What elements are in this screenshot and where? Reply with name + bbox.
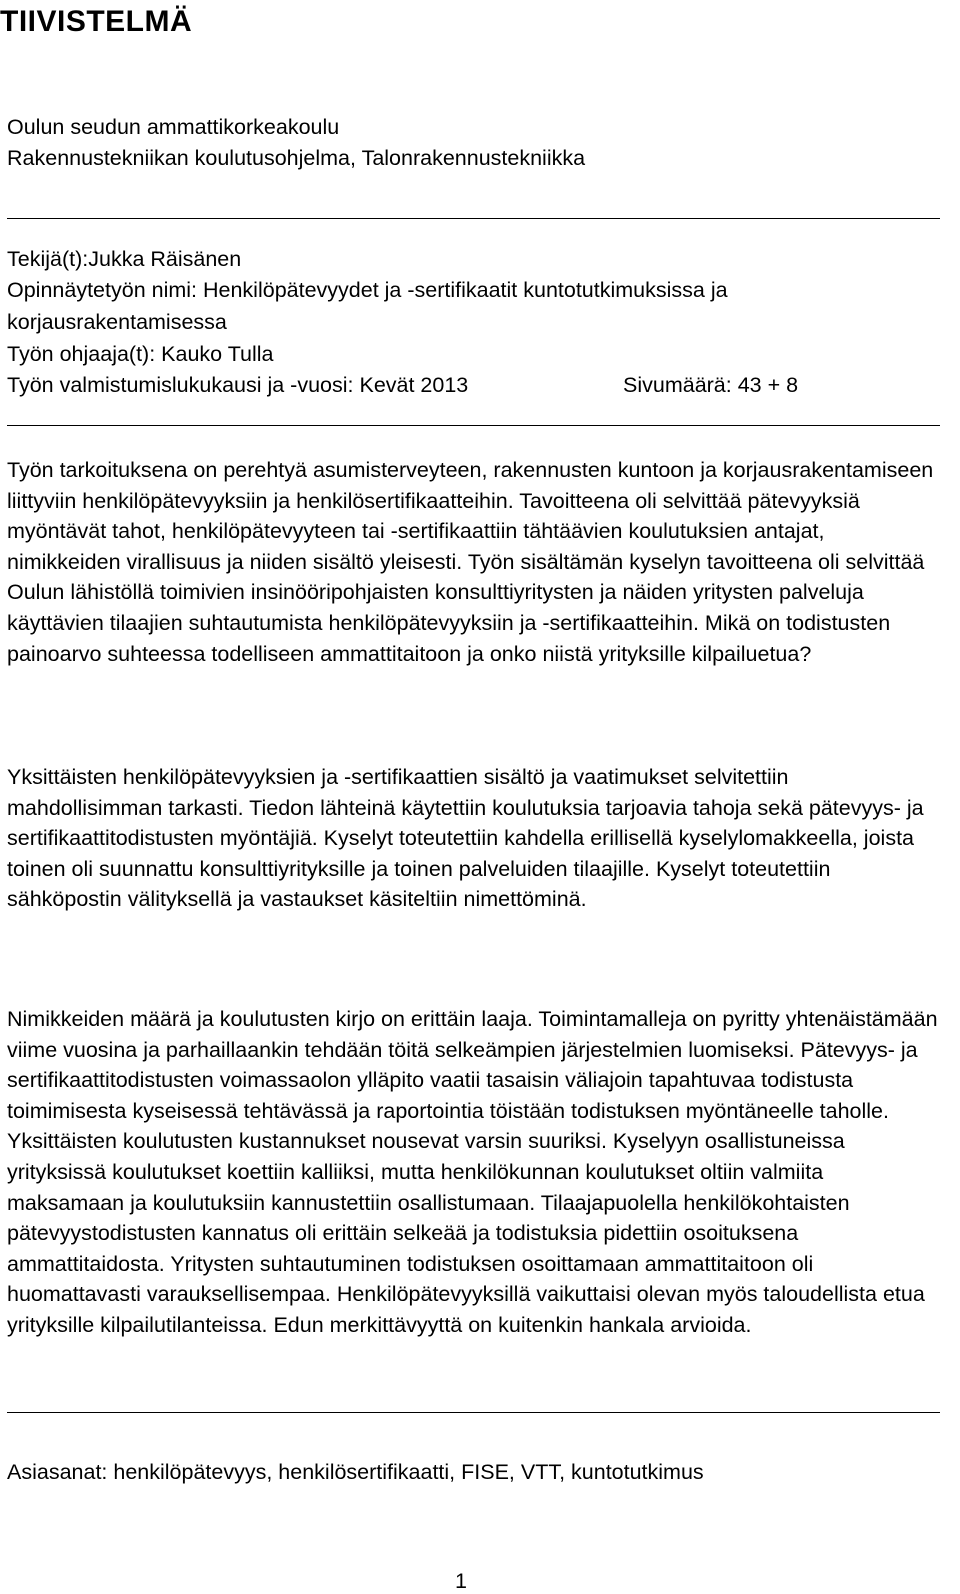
author-line: Tekijä(t):Jukka Räisänen — [7, 247, 242, 271]
divider-top — [7, 218, 940, 219]
supervisor-line: Työn ohjaaja(t): Kauko Tulla — [7, 342, 274, 366]
school-name: Oulun seudun ammattikorkeakoulu — [7, 115, 340, 139]
thesis-name-continued: korjausrakentamisessa — [7, 310, 227, 334]
divider-keywords — [7, 1412, 940, 1413]
divider-meta — [7, 425, 940, 426]
abstract-paragraph-1: Työn tarkoituksena on perehtyä asumisterveyteen, rakennusten kuntoon ja korjausrakentamiseen liittyviin henkilöpätevyyksiin ja henkilösertifikaatteihin. Tavoitteena oli selvittää pätevyyksiä myöntävät tahot, henkilöpätevyyteen tai -sertifikaattiin tähtäävien koulutuksien antajat, nimikkeiden virallisuus ja niiden sisältö yleisesti. Työn sisältämän kyselyn tavoitteena oli selvittää Oulun lähistöllä toimivien insinööripohjaisten konsulttiyritysten ja näiden yritysten palveluja käyttävien tilaajien suhtautumista henkilöpätevyyksiin ja -sertifikaatteihin. Mikä on todistusten painoarvo suhteessa todelliseen ammattitaitoon ja onko niistä yrityksille kilpailuetua? — [7, 458, 934, 666]
keywords-line: Asiasanat: henkilöpätevyys, henkilösertifikaatti, FISE, VTT, kuntotutkimus — [7, 1460, 704, 1484]
abstract-paragraph-3: Nimikkeiden määrä ja koulutusten kirjo on erittäin laaja. Toimintamalleja on pyritty yhtenäistämään viime vuosina ja parhaillaankin tehdään töitä selkeämpien järjestelmien luomiseksi. Pätevyys- ja sertifikaattitodistusten voimassaolon ylläpito vaatii tasaisin väliajoin tapahtuvaa todistusta toimimisesta kyseisessä tehtävässä ja raportointia töistään todistuksen myöntäneelle taholle. Yksittäisten koulutusten kustannukset nousevat varsin suuriksi. Kyselyyn osallistuneissa yrityksissä koulutukset koettiin kalliiksi, mutta henkilökunnan koulutukset oltiin valmiita maksamaan ja koulutuksiin kannustettiin osallistumaan. Tilaajapuolella henkilökohtaisten pätevyystodistusten kannatus oli erittäin selkeää ja todistuksia pidettiin osoituksena ammattitaidosta. Yritysten suhtautuminen todistuksen osoittamaan ammattitaitoon oli huomattavasti varauksellisempaa. Henkilöpätevyyksillä vaikuttaisi olevan myös taloudellista etua yrityksille kilpailutilanteissa. Edun merkittävyyttä on kuitenkin hankala arvioida. — [7, 1007, 938, 1337]
page-count: Sivumäärä: 43 + 8 — [623, 373, 799, 397]
abstract-paragraph-2: Yksittäisten henkilöpätevyyksien ja -sertifikaattien sisältö ja vaatimukset selvitettiin mahdollisimman tarkasti. Tiedon lähteinä käytettiin koulutuksia tarjoavia tahoja sekä pätevyys- ja sertifikaattitodistusten myöntäjiä. Kyselyt toteutettiin kahdella erillisellä kyselylomakkeella, joista toinen oli suunnattu konsulttiyrityksille ja toinen palveluiden tilaajille. Kyselyt toteutettiin sähköpostin välityksellä ja vastaukset käsiteltiin nimettöminä. — [7, 765, 924, 912]
completion-row — [7, 371, 799, 399]
programme-name: Rakennustekniikan koulutusohjelma, Talonrakennustekniikka — [7, 146, 586, 170]
page-number: 1 — [455, 1569, 467, 1593]
page-title: TIIVISTELMÄ — [0, 5, 193, 38]
completion-line: Työn valmistumislukukausi ja -vuosi: Kevät 2013 — [7, 373, 469, 397]
thesis-name-line: Opinnäytetyön nimi: Henkilöpätevyydet ja -sertifikaatit kuntotutkimuksissa ja — [7, 278, 728, 302]
